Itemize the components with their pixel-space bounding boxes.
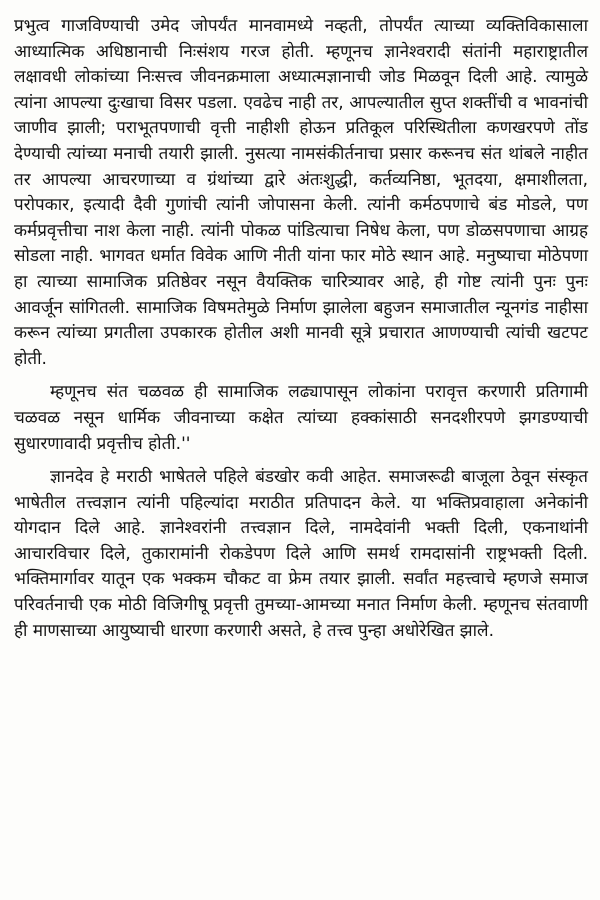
paragraph-dnyandev: ज्ञानदेव हे मराठी भाषेतले पहिले बंडखोर कवी आहेत. समाजरूढी बाजूला ठेवून संस्कृत भाषेतील तत्त्वज्ञान त्यांनी पहिल्यांदा मराठीत प्रतिपादन केले. या भक्तिप्रवाहाला अनेकांनी योगदान दिले आहे. ज्ञानेश्वरांनी तत्त्वज्ञान दिले, नामदेवांनी भक्ती दिली, एकनाथांनी आचारविचार दिले, तुकारामांनी रोकडेपण दिले आणि समर्थ रामदासांनी राष्ट्रभक्ती दिली. भक्तिमार्गावर यातून एक भक्कम चौकट वा फ्रेम तयार झाली. सर्वांत महत्त्वाचे म्हणजे समाज परिवर्तनाची एक मोठी विजिगीषू प्रवृत्ती तुमच्या-आमच्या मनात निर्माण केली. म्हणूनच संतवाणी ही माणसाच्या आयुष्याची धारणा करणारी असते, हे तत्त्व पुन्हा अधोरेखित झाले. [14, 467, 588, 641]
paragraph-sant-movement-quote: म्हणूनच संत चळवळ ही सामाजिक लढ्यापासून लोकांना परावृत्त करणारी प्रतिगामी चळवळ नसून धार्मिक जीवनाच्या कक्षेत त्यांच्या हक्कांसाठी सनदशीरपणे झगडण्याची सुधारणावादी प्रवृत्तीच होती.'' [14, 382, 588, 454]
paragraph-sant-tradition: प्रभुत्व गाजविण्याची उमेद जोपर्यंत मानवामध्ये नव्हती, तोपर्यंत त्याच्या व्यक्तिविकासाला आध्यात्मिक अधिष्ठानाची निःसंशय गरज होती. म्हणूनच ज्ञानेश्वरादी संतांनी महाराष्ट्रातील लक्षावधी लोकांच्या निःसत्त्व जीवनक्रमाला अध्यात्मज्ञानाची जोड मिळवून दिली आहे. त्यामुळे त्यांना आपल्या दुःखाचा विसर पडला. एवढेच नाही तर, आपल्यातील सुप्त शक्तींची व भावनांची जाणीव झाली; पराभूतपणाची वृत्ती नाहीशी होऊन प्रतिकूल परिस्थितीला कणखरपणे तोंड देण्याची त्यांच्या मनाची तयारी झाली. नुसत्या नामसंकीर्तनाचा प्रसार करूनच संत थांबले नाहीत तर आपल्या आचरणाच्या व ग्रंथांच्या द्वारे अंतःशुद्धी, कर्तव्यनिष्ठा, भूतदया, क्षमाशीलता, परोपकार, इत्यादी दैवी गुणांची त्यांनी जोपासना केली. त्यांनी कर्मठपणाचे बंड मोडले, पण कर्मप्रवृत्तीचा नाश केला नाही. त्यांनी पोकळ पांडित्याचा निषेध केला, पण डोळसपणाचा आग्रह सोडला नाही. भागवत धर्मात विवेक आणि नीती यांना फार मोठे स्थान आहे. मनुष्याचा मोठेपणा हा त्याच्या सामाजिक प्रतिष्ठेवर नसून वैयक्तिक चारित्र्यावर आहे, ही गोष्ट त्यांनी पुनः पुनः आवर्जून सांगितली. सामाजिक विषमतेमुळे निर्माण झालेला बहुजन समाजातील न्यूनगंड नाहीसा करून त्यांच्या प्रगतीला उपकारक होतील अशी मानवी सूत्रे प्रचारात आणण्याची त्यांची खटपट होती. [14, 16, 588, 369]
